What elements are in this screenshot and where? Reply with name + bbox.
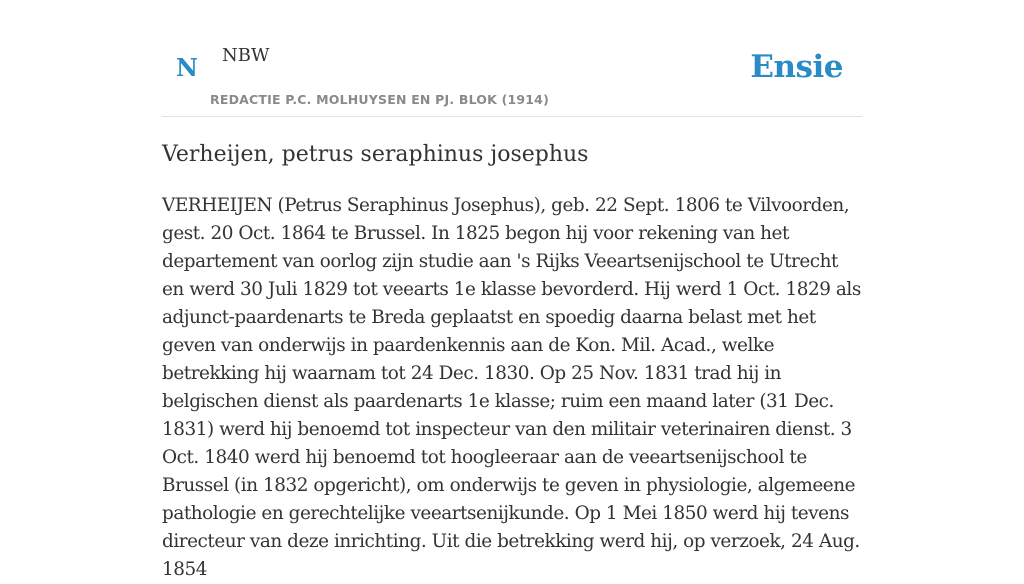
source-logo[interactable]: N bbox=[176, 53, 198, 82]
page-title: Verheijen, petrus seraphinus josephus bbox=[162, 142, 589, 167]
article-body: VERHEIJEN (Petrus Seraphinus Josephus), geb. 22 Sept. 1806 te Vilvoorden, gest. 20 Oct. 1864 te Brussel. In 1825 begon hij voor rekening van het departement van oorlog zijn studie aan 's Rijks Veeartsenijschool te Utrecht en werd 30 Juli 1829 tot veearts 1e klasse bevorderd. Hij werd 1 Oct. 1829 als adjunct-paardenarts te Breda geplaatst en spoedig daarna belast met het geven van onderwijs in paardenkennis aan de Kon. Mil. Acad., welke betrekking hij waarnam tot 24 Dec. 1830. Op 25 Nov. 1831 trad hij in belgischen dienst als paardenarts 1e klasse; ruim een maand later (31 Dec. 1831) werd hij benoemd tot inspecteur van den militair veterinairen dienst. 3 Oct. 1840 werd hij benoemd tot hoogleeraar aan de veeartsenijschool te Brussel (in 1832 opgericht), om onderwijs te geven in physiologie, algemeene pathologie en gerechtelijke veeartsenijkunde. Op 1 Mei 1850 werd hij tevens directeur van deze inrichting. Uit die betrekking werd hij, op verzoek, 24 Aug. 1854 bbox=[162, 195, 861, 580]
source-editors: REDACTIE P.C. MOLHUYSEN EN PJ. BLOK (1914) bbox=[210, 92, 549, 107]
header bbox=[162, 0, 862, 117]
source-code: NBW bbox=[222, 45, 270, 66]
ensie-logo[interactable]: Ensie bbox=[750, 49, 843, 85]
